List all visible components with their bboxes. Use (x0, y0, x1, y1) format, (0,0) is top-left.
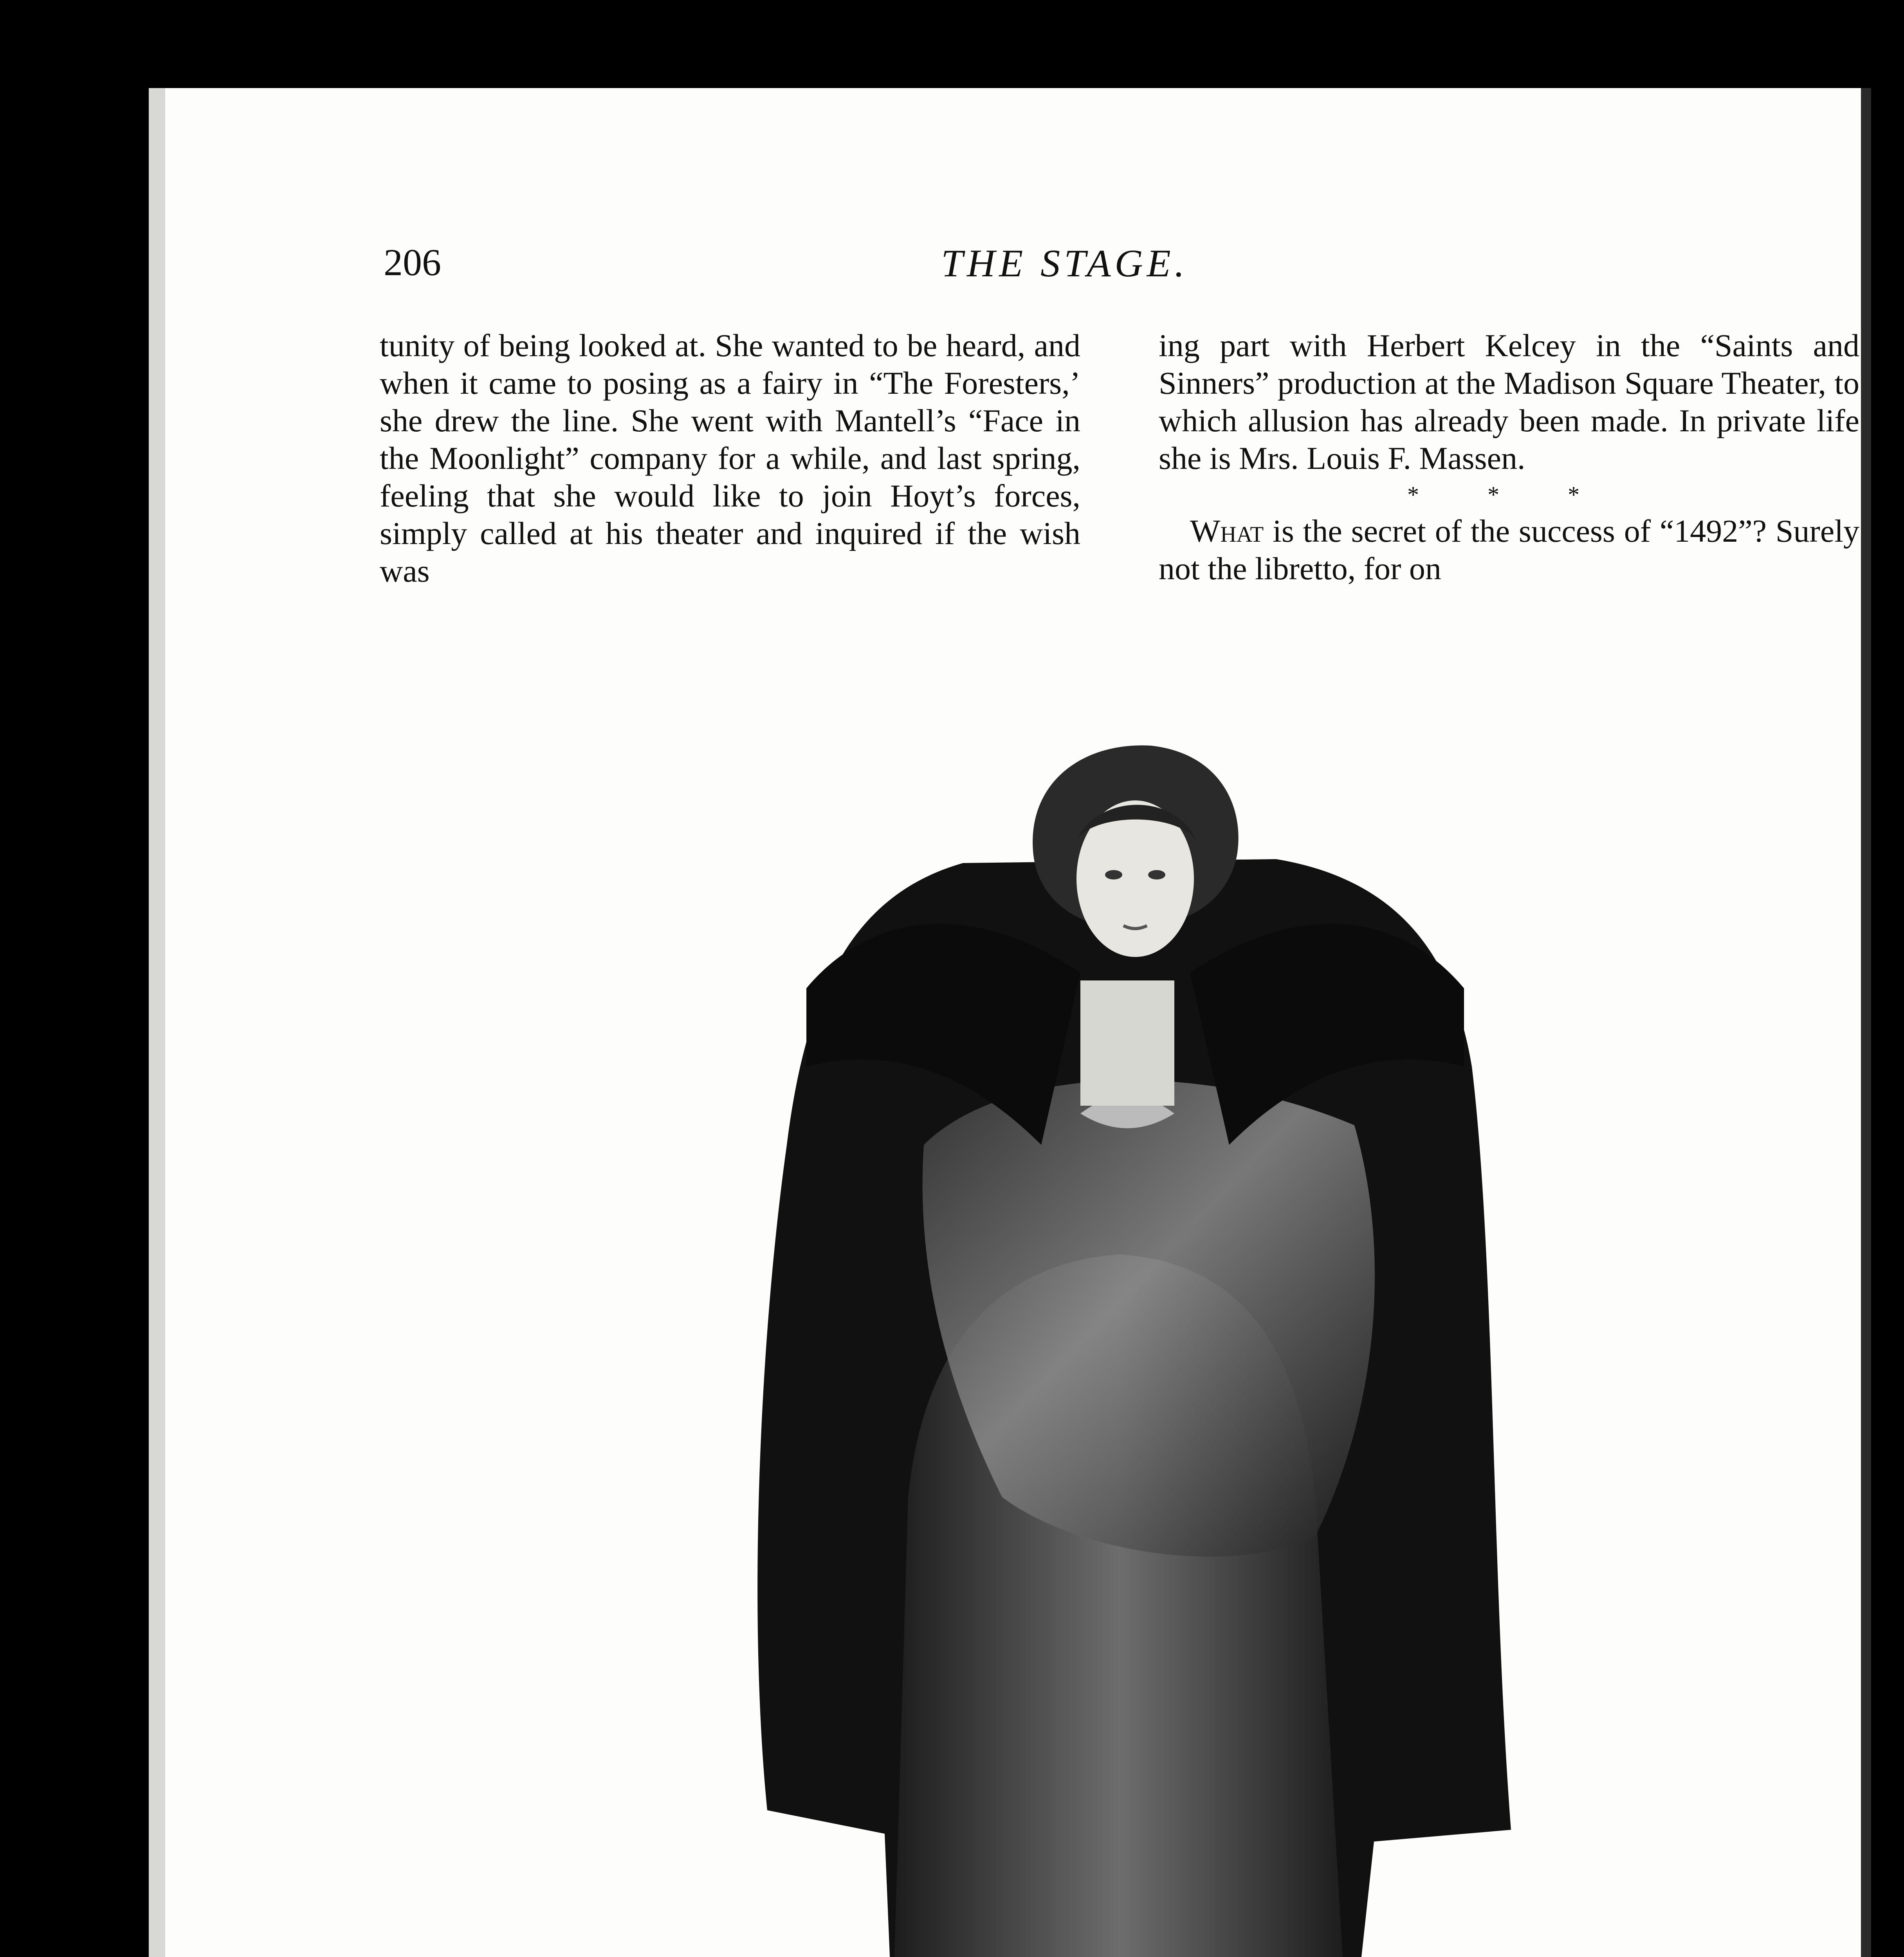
facing-page-edge (1861, 88, 1871, 1957)
page-binding-edge (149, 88, 165, 1957)
portrait-photograph (689, 675, 1581, 1957)
column-text: ing part with Herbert Kelcey in the “Saints and Sinners” production at the Madison Square Theater, to which allusion has already been made. In private life she is Mrs. Louis F. Massen. (1159, 328, 1859, 476)
magazine-page (149, 88, 1871, 1957)
page-header (149, 241, 1871, 288)
running-title: THE STAGE. (941, 241, 1188, 285)
lead-word: What (1190, 513, 1264, 549)
column-text: tunity of being looked at. She wanted to be heard, and when it came to posing as a fairy in “The Foresters,’ she drew the line. She went with Mantell’s “Face in the Moonlight” company for a while, and last spring, feeling that she would like to join Hoyt’s forces, simply called at his theater and inquired if the wish was (380, 328, 1080, 589)
top-right-column (1159, 327, 1859, 587)
section-separator: * * * (1407, 482, 1611, 508)
column-text (1159, 512, 1859, 587)
page-number: 206 (384, 241, 441, 284)
paragraph-text: is the secret of the success of “1492”? Surely not the libretto, for on (1159, 513, 1859, 586)
top-left-column (380, 327, 1080, 590)
